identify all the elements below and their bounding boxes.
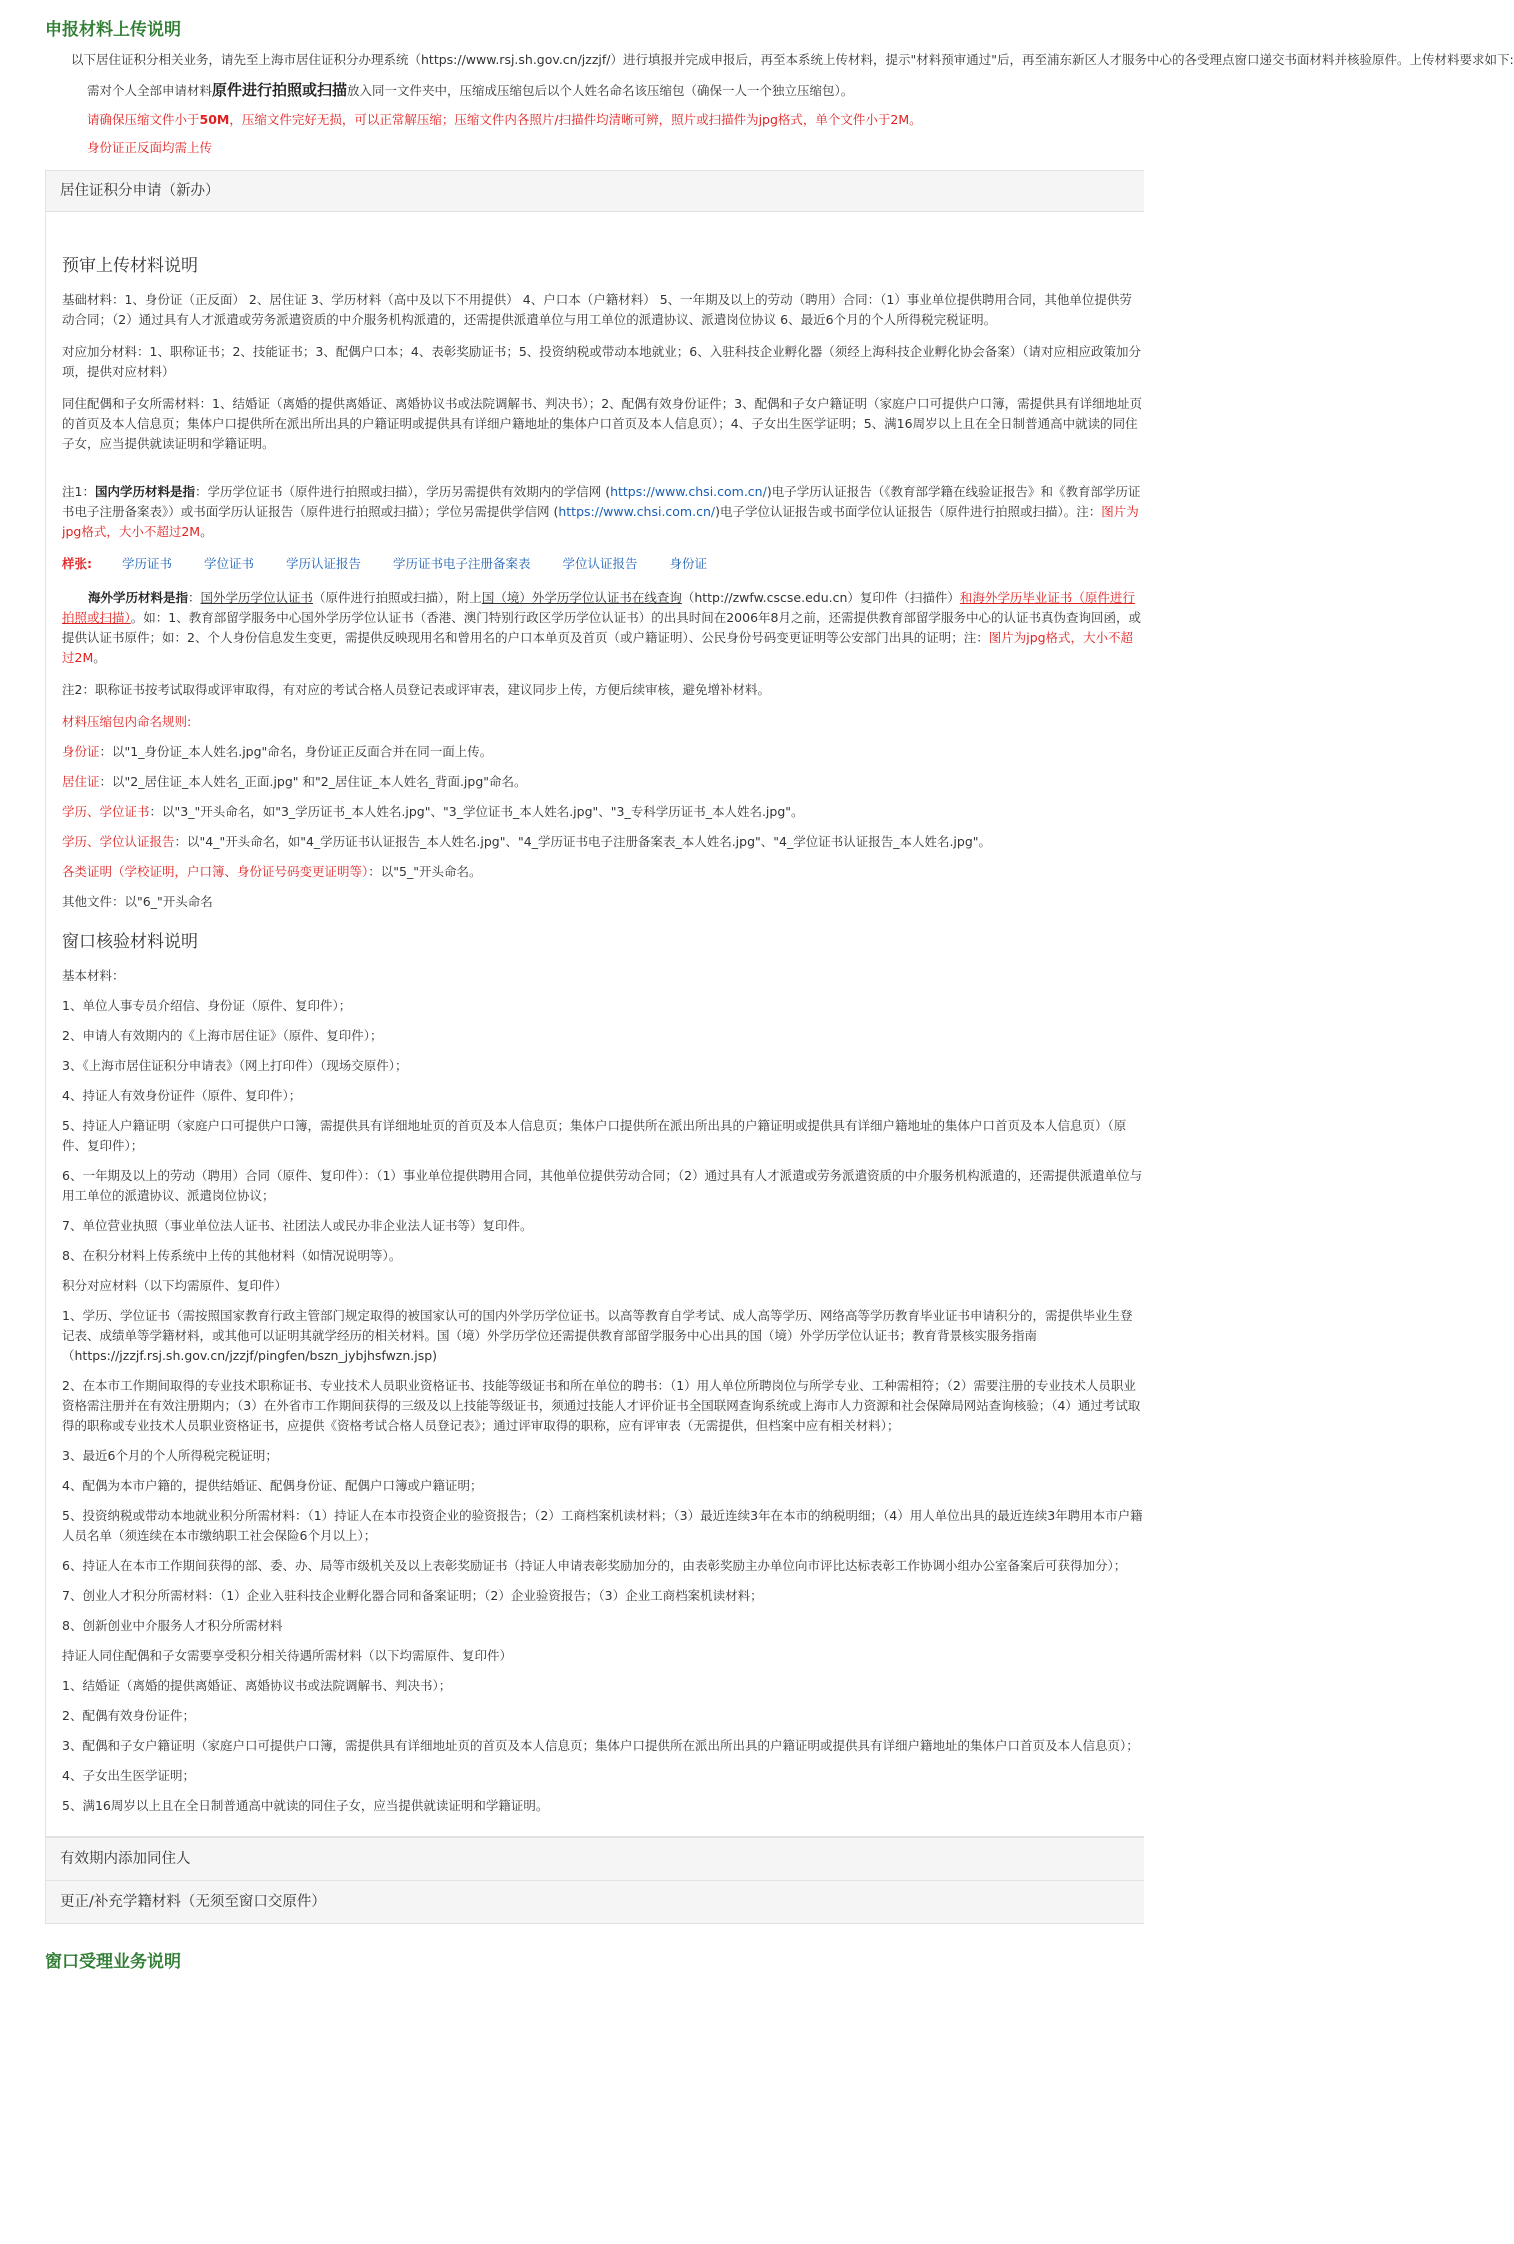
basic-title: 基本材料： xyxy=(62,968,125,983)
requirement-2 xyxy=(45,110,1144,130)
req1-post: 放入同一文件夹中，压缩成压缩包后以个人姓名命名该压缩包（确保一人一个独立压缩包）。 xyxy=(347,83,854,98)
note1-c: )电子学位认证报告或书面学位认证报告（原件进行拍照或扫描）。注： xyxy=(715,504,1102,519)
requirement-3: 身份证正反面均需上传 xyxy=(87,140,213,155)
overseas-u2: 国（境）外学历学位认证书在线查询 xyxy=(481,590,682,605)
family-item: 3、配偶和子女户籍证明（家庭户口可提供户口簿，需提供具有详细地址页的首页及本人信息页；集体户口提供所在派出所出具的户籍证明或提供具有详细户籍地址的集体户口首页及本人信息页）； xyxy=(62,1738,1139,1753)
rule3-text: ：以"3_"开头命名，如"3_学历证书_本人姓名.jpg"、"3_学位证书_本人姓名.jpg"、"3_专科学历证书_本人姓名.jpg"。 xyxy=(149,804,804,819)
req1-bold: 原件进行拍照或扫描 xyxy=(212,81,348,99)
note-1 xyxy=(62,482,1144,542)
naming-rules-title: 材料压缩包内命名规则: xyxy=(62,714,192,729)
rule1-label: 身份证 xyxy=(62,744,100,759)
panel-header-new-application[interactable]: 居住证积分申请（新办） xyxy=(45,170,1144,212)
rule5-text: ：以"5_"开头命名。 xyxy=(368,864,482,879)
note1-bold: 国内学历材料是指 xyxy=(94,484,195,499)
chsi-link-2[interactable]: https://www.chsi.com.cn/ xyxy=(558,504,716,519)
note1-red: 图片为jpg格式，大小不超过2M xyxy=(62,504,1139,539)
overseas-end: 。 xyxy=(93,650,106,665)
rule4-text: ：以"4_"开头命名，如"4_学历证书认证报告_本人姓名.jpg"、"4_学历证书电子注册备案表_本人姓名.jpg"、"4_学位证书认证报告_本人姓名.jpg"。 xyxy=(174,834,992,849)
window-item: 8、在积分材料上传系统中上传的其他材料（如情况说明等）。 xyxy=(62,1248,402,1263)
samples-label: 样张: xyxy=(62,556,92,571)
rule-5 xyxy=(62,862,1144,882)
window-item: 2、申请人有效期内的《上海市居住证》（原件、复印件）； xyxy=(62,1028,383,1043)
rule3-label: 学历、学位证书 xyxy=(62,804,150,819)
overseas-red: 和海外学历毕业证书（原件进行拍照或扫描） xyxy=(62,590,1135,625)
bonus-materials: 对应加分材料：1、职称证书；2、技能证书；3、配偶户口本；4、表彰奖励证书；5、投资纳税或带动本地就业；6、入驻科技企业孵化器（须经上海科技企业孵化协会备案）（请对应相应政策加分项，提供对应材料） xyxy=(62,344,1141,379)
pre-review-title: 预审上传材料说明 xyxy=(62,256,198,276)
req2-c: ，压缩文件完好无损，可以正常解压缩；压缩文件内各照片/扫描件均清晰可辨，照片或扫描件为jpg格式，单个文件小于2M。 xyxy=(229,112,922,127)
family-title: 持证人同住配偶和子女需要享受积分相关待遇所需材料（以下均需原件、复印件） xyxy=(62,1648,513,1663)
req1-pre: 需对个人全部申请材料 xyxy=(87,83,213,98)
req2-a: 请确保压缩文件小于 xyxy=(87,112,200,127)
spouse-materials: 同住配偶和子女所需材料：1、结婚证（离婚的提供离婚证、离婚协议书或法院调解书、判决书）；2、配偶有效身份证件；3、配偶和子女户籍证明（家庭户口可提供户口簿，需提供具有详细地址页的首页及本人信息页；集体户口提供所在派出所出具的户籍证明或提供具有详细户籍地址的集体户口首页及本人信息页）；4、子女出生医学证明；5、满16周岁以上且在全日制普通高中就读的同住子女，应当提供就读证明和学籍证明。 xyxy=(62,396,1143,451)
note1-a: ：学历学位证书（原件进行拍照或扫描），学历另需提供有效期内的学信网 ( xyxy=(194,484,611,499)
note1-b: )电子学历认证报告（《教育部学籍在线验证报告》和《教育部学历证书电子注册备案表》）或书面学历认证报告（原件进行拍照或扫描）；学位另需提供学信网 ( xyxy=(62,484,1141,519)
overseas-materials xyxy=(62,588,1144,668)
score-item: 3、最近6个月的个人所得税完税证明； xyxy=(62,1448,278,1463)
sample-link-degree[interactable]: 学位证书 xyxy=(203,556,254,571)
sample-link-id-card[interactable]: 身份证 xyxy=(669,556,707,571)
window-item: 7、单位营业执照（事业单位法人证书、社团法人或民办非企业法人证书等）复印件。 xyxy=(62,1218,533,1233)
rule2-label: 居住证 xyxy=(62,774,100,789)
basic-materials: 基础材料：1、身份证（正反面） 2、居住证 3、学历材料（高中及以下不用提供） 4、户口本（户籍材料） 5、一年期及以上的劳动（聘用）合同：（1）事业单位提供聘用合同，其他单位提供劳动合同；（2）通过具有人才派遣或劳务派遣资质的中介服务机构派遣的，还需提供派遣单位与用工单位的派遣协议、派遣岗位协议 6、最近6个月的个人所得税完税证明。 xyxy=(62,292,1132,327)
overseas-c: （http://zwfw.cscse.edu.cn）复印件（扫描件） xyxy=(681,590,960,605)
score-item: 1、学历、学位证书（需按照国家教育行政主管部门规定取得的被国家认可的国内外学历学位证书。以高等教育自学考试、成人高等学历、网络高等学历教育毕业证书申请积分的，需提供毕业生登记表、成绩单等学籍材料，或其他可以证明其就学经历的相关材料。国（境）外学历学位还需提供教育部留学服务中心出具的国（境）外学历学位认证书；教育背景核实服务指南（https://jzzjf.rsj.sh.gov.cn/jzzjf/pingfen/bszn_jybjhsfwzn.jsp) xyxy=(62,1308,1133,1363)
rule-2 xyxy=(62,772,1144,792)
overseas-b: （原件进行拍照或扫描），附上 xyxy=(313,590,482,605)
score-item: 8、创新创业中介服务人才积分所需材料 xyxy=(62,1618,283,1633)
family-item: 5、满16周岁以上且在全日制普通高中就读的同住子女，应当提供就读证明和学籍证明。 xyxy=(62,1798,549,1813)
req2-b: 50M xyxy=(199,112,230,127)
note-2: 注2：职称证书按考试取得或评审取得，有对应的考试合格人员登记表或评审表，建议同步上传，方便后续审核，避免增补材料。 xyxy=(62,682,770,697)
panel-header-update-academic[interactable]: 更正/补充学籍材料（无须至窗口交原件） xyxy=(45,1881,1144,1924)
rule-3 xyxy=(62,802,1144,822)
score-item: 5、投资纳税或带动本地就业积分所需材料：（1）持证人在本市投资企业的验资报告；（2）工商档案机读材料；（3）最近连续3年在本市的纳税明细；（4）用人单位出具的最近连续3年聘用本市户籍人员名单（须连续在本市缴纳职工社会保险6个月以上）； xyxy=(62,1508,1143,1543)
panel-header-add-cohabitant[interactable]: 有效期内添加同住人 xyxy=(45,1837,1144,1881)
sample-links xyxy=(62,554,1144,574)
panel-body xyxy=(45,212,1144,1837)
sample-link-registration-form[interactable]: 学历证书电子注册备案表 xyxy=(392,556,531,571)
score-item: 7、创业人才积分所需材料：（1）企业入驻科技企业孵化器合同和备案证明；（2）企业验资报告；（3）企业工商档案机读材料； xyxy=(62,1588,763,1603)
family-item: 4、子女出生医学证明； xyxy=(62,1768,195,1783)
overseas-a: ： xyxy=(188,590,201,605)
window-item: 1、单位人事专员介绍信、身份证（原件、复印件）； xyxy=(62,998,352,1013)
overseas-d: 。如：1、教育部留学服务中心国外学历学位认证书（香港、澳门特别行政区学历学位认证书）的出具时间在2006年8月之前，还需提供教育部留学服务中心的认证书真伪查询回函，或提供认证书原件；如：2、个人身份信息发生变更，需提供反映现用名和曾用名的户口本单页及首页（或户籍证明）、公民身份号码变更证明等公安部门出具的证明；注： xyxy=(62,610,1141,645)
window-check-title: 窗口核验材料说明 xyxy=(62,932,198,952)
window-item: 6、一年期及以上的劳动（聘用）合同（原件、复印件）：（1）事业单位提供聘用合同，其他单位提供劳动合同；（2）通过具有人才派遣或劳务派遣资质的中介服务机构派遣的，还需提供派遣单位与用工单位的派遣协议、派遣岗位协议； xyxy=(62,1168,1143,1203)
family-item: 2、配偶有效身份证件； xyxy=(62,1708,195,1723)
page xyxy=(0,18,1514,1974)
overseas-u1: 国外学历学位认证书 xyxy=(200,590,314,605)
window-business-title: 窗口受理业务说明 xyxy=(45,1952,181,1972)
requirement-1 xyxy=(45,78,1144,102)
note1-label: 注1： xyxy=(62,484,95,499)
window-item: 5、持证人户籍证明（家庭户口可提供户口簿，需提供具有详细地址页的首页及本人信息页；集体户口提供所在派出所出具的户籍证明或提供具有详细户籍地址的集体户口首页及本人信息页）（原件、复印件）； xyxy=(62,1118,1127,1153)
upload-section-title: 申报材料上传说明 xyxy=(45,20,181,40)
score-item: 2、在本市工作期间取得的专业技术职称证书、专业技术人员职业资格证书、技能等级证书和所在单位的聘书：（1）用人单位所聘岗位与所学专业、工种需相符；（2）需要注册的专业技术人员职业资格需注册并在有效注册期内；（3）在外省市工作期间获得的三级及以上技能等级证书，须通过技能人才评价证书全国联网查询系统或上海市人力资源和社会保障局网站查询核验；（4）通过考试取得的职称或专业技术人员职业资格证书，应提供《资格考试合格人员登记表》；通过评审取得的职称，应有评审表（无需提供，但档案中应有相关材料）； xyxy=(62,1378,1141,1433)
rule-1 xyxy=(62,742,1144,762)
window-item: 4、持证人有效身份证件（原件、复印件）； xyxy=(62,1088,302,1103)
score-item: 6、持证人在本市工作期间获得的部、委、办、局等市级机关及以上表彰奖励证书（持证人申请表彰奖励加分的，由表彰奖励主办单位向市评比达标表彰工作协调小组办公室备案后可获得加分）； xyxy=(62,1558,1127,1573)
family-item: 1、结婚证（离婚的提供离婚证、离婚协议书或法院调解书、判决书）； xyxy=(62,1678,452,1693)
rule2-text: ：以"2_居住证_本人姓名_正面.jpg" 和"2_居住证_本人姓名_背面.jpg"命名。 xyxy=(99,774,527,789)
rule-4 xyxy=(62,832,1144,852)
rule1-text: ：以"1_身份证_本人姓名.jpg"命名，身份证正反面合并在同一面上传。 xyxy=(99,744,493,759)
sample-link-degree-report[interactable]: 学位认证报告 xyxy=(562,556,638,571)
sample-link-diploma[interactable]: 学历证书 xyxy=(121,556,172,571)
overseas-red2: 图片为jpg格式，大小不超过2M xyxy=(62,630,1134,665)
intro-lead: 以下居住证积分相关业务，请先至上海市居住证积分办理系统（https://www.rsj.sh.gov.cn/jzzjf/）进行填报并完成申报后，再至本系统上传材料，提示"材料预审通过"后，再至浦东新区人才服务中心的各受理点窗口递交书面材料并核验原件。上传材料要求如下: xyxy=(71,52,1514,67)
rule5-label: 各类证明（学校证明，户口簿、身份证号码变更证明等） xyxy=(62,864,369,879)
upload-intro xyxy=(45,50,1514,158)
rule4-label: 学历、学位认证报告 xyxy=(62,834,175,849)
score-item: 4、配偶为本市户籍的，提供结婚证、配偶身份证、配偶户口簿或户籍证明； xyxy=(62,1478,483,1493)
rule-6: 其他文件：以"6_"开头命名 xyxy=(62,894,213,909)
window-item: 3、《上海市居住证积分申请表》（网上打印件）（现场交原件）； xyxy=(62,1058,408,1073)
note1-end: 。 xyxy=(200,524,213,539)
chsi-link-1[interactable]: https://www.chsi.com.cn/ xyxy=(610,484,767,499)
score-title: 积分对应材料（以下均需原件、复印件） xyxy=(62,1278,288,1293)
sample-link-diploma-report[interactable]: 学历认证报告 xyxy=(285,556,361,571)
overseas-bold: 海外学历材料是指 xyxy=(88,590,189,605)
